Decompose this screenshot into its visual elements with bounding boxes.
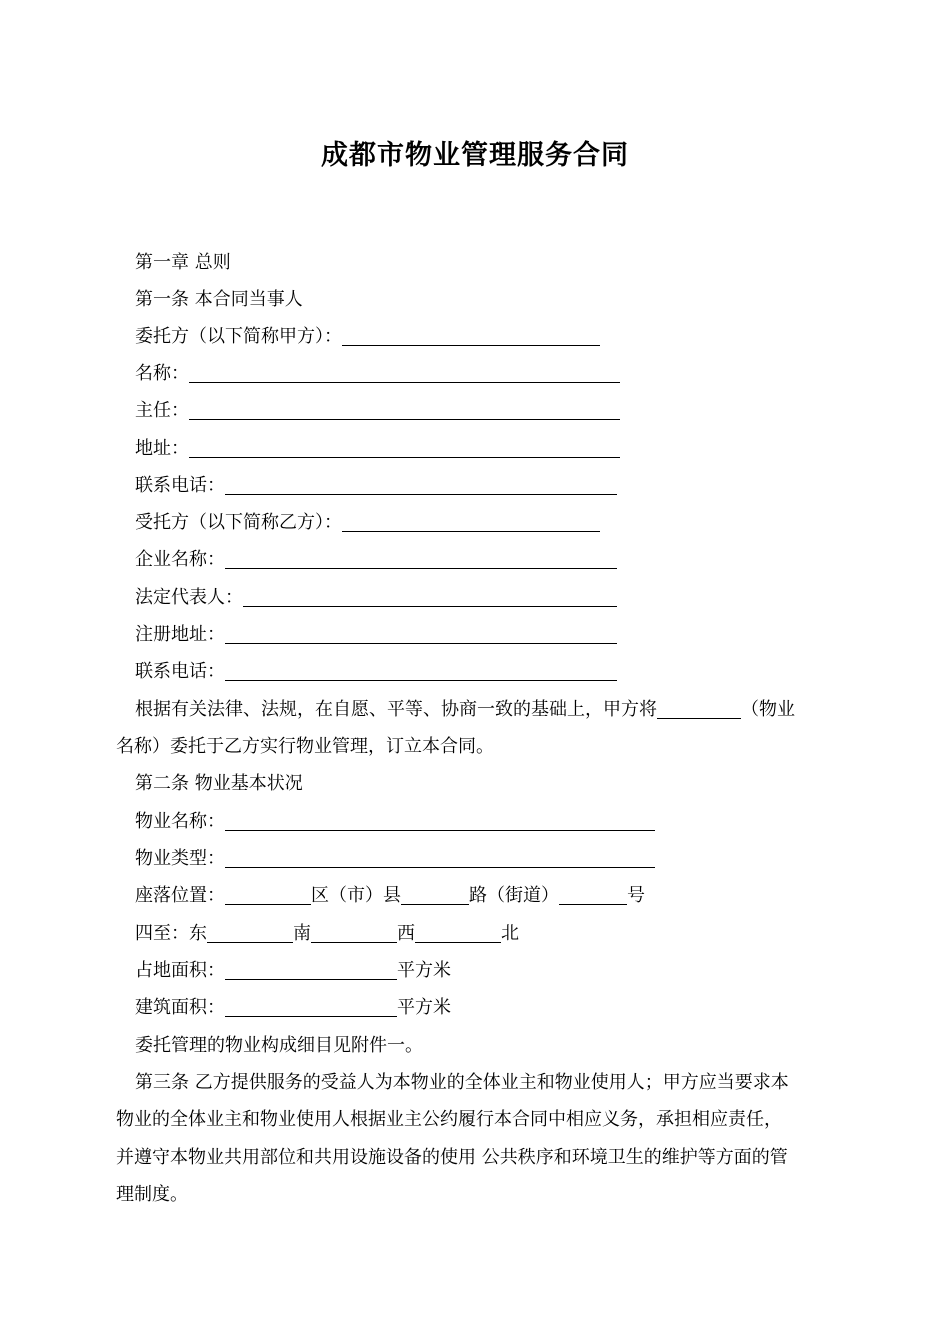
company-name-row [135,548,617,572]
phone-b-label: 联系电话： [135,661,225,682]
intro-line-2: 名称）委托于乙方实行物业管理，订立本合同。 [116,736,494,757]
name-label: 名称： [135,363,189,384]
chapter-heading: 第一章 总则 [135,252,231,273]
legal-rep-row [135,586,617,610]
property-type-row [135,847,655,871]
name-row [135,362,620,386]
bounds-row: 四至：东 南 西 北 [135,923,519,944]
phone-a-blank[interactable] [225,478,617,495]
building-area-row: 建筑面积： 平方米 [135,997,451,1018]
party-b-row [135,511,600,535]
article-3-line-1: 第三条 乙方提供服务的受益人为本物业的全体业主和物业使用人；甲方应当要求本 [135,1072,789,1093]
reg-address-blank[interactable] [225,627,617,644]
name-blank[interactable] [189,366,620,383]
article-1-heading: 第一条 本合同当事人 [135,289,303,310]
phone-a-row [135,474,617,498]
road-blank[interactable] [401,888,469,905]
party-a-row [135,325,600,349]
east-blank[interactable] [207,926,293,943]
address-row [135,437,620,461]
director-blank[interactable] [189,403,620,420]
phone-b-blank[interactable] [225,664,617,681]
land-area-blank[interactable] [225,963,397,980]
party-b-blank[interactable] [342,515,600,532]
district-blank[interactable] [225,888,311,905]
reg-address-label: 注册地址： [135,624,225,645]
article-2-heading: 第二条 物业基本状况 [135,773,303,794]
legal-rep-blank[interactable] [243,590,617,607]
property-name-field[interactable] [225,814,655,831]
company-name-label: 企业名称： [135,549,225,570]
property-name-blank[interactable] [657,702,741,719]
address-label: 地址： [135,438,189,459]
land-area-row: 占地面积： 平方米 [135,960,451,981]
appendix-note: 委托管理的物业构成细目见附件一。 [135,1035,423,1056]
party-b-label: 受托方（以下简称乙方）： [135,512,342,533]
director-row [135,399,620,423]
property-name-label: 物业名称： [135,811,225,832]
property-name-row [135,810,655,834]
document-title: 成都市物业管理服务合同 [321,140,629,171]
article-3-line-3: 并遵守本物业共用部位和共用设施设备的使用 公共秩序和环境卫生的维护等方面的管 [116,1147,788,1168]
phone-b-row [135,660,617,684]
article-3-line-2: 物业的全体业主和物业使用人根据业主公约履行本合同中相应义务，承担相应责任， [116,1109,782,1130]
property-type-label: 物业类型： [135,848,225,869]
phone-a-label: 联系电话： [135,475,225,496]
reg-address-row [135,623,617,647]
article-3-line-4: 理制度。 [116,1184,188,1205]
west-blank[interactable] [415,926,501,943]
party-a-blank[interactable] [342,329,600,346]
south-blank[interactable] [311,926,397,943]
intro-line-1: 根据有关法律、法规，在自愿、平等、协商一致的基础上，甲方将 （物业 [135,699,795,720]
building-area-blank[interactable] [225,1000,397,1017]
address-blank[interactable] [189,441,620,458]
company-name-blank[interactable] [225,552,617,569]
number-blank[interactable] [559,888,627,905]
director-label: 主任： [135,400,189,421]
party-a-label: 委托方（以下简称甲方）： [135,326,342,347]
legal-rep-label: 法定代表人： [135,587,243,608]
property-type-field[interactable] [225,851,655,868]
location-row: 座落位置： 区（市）县 路（街道） 号 [135,885,645,906]
